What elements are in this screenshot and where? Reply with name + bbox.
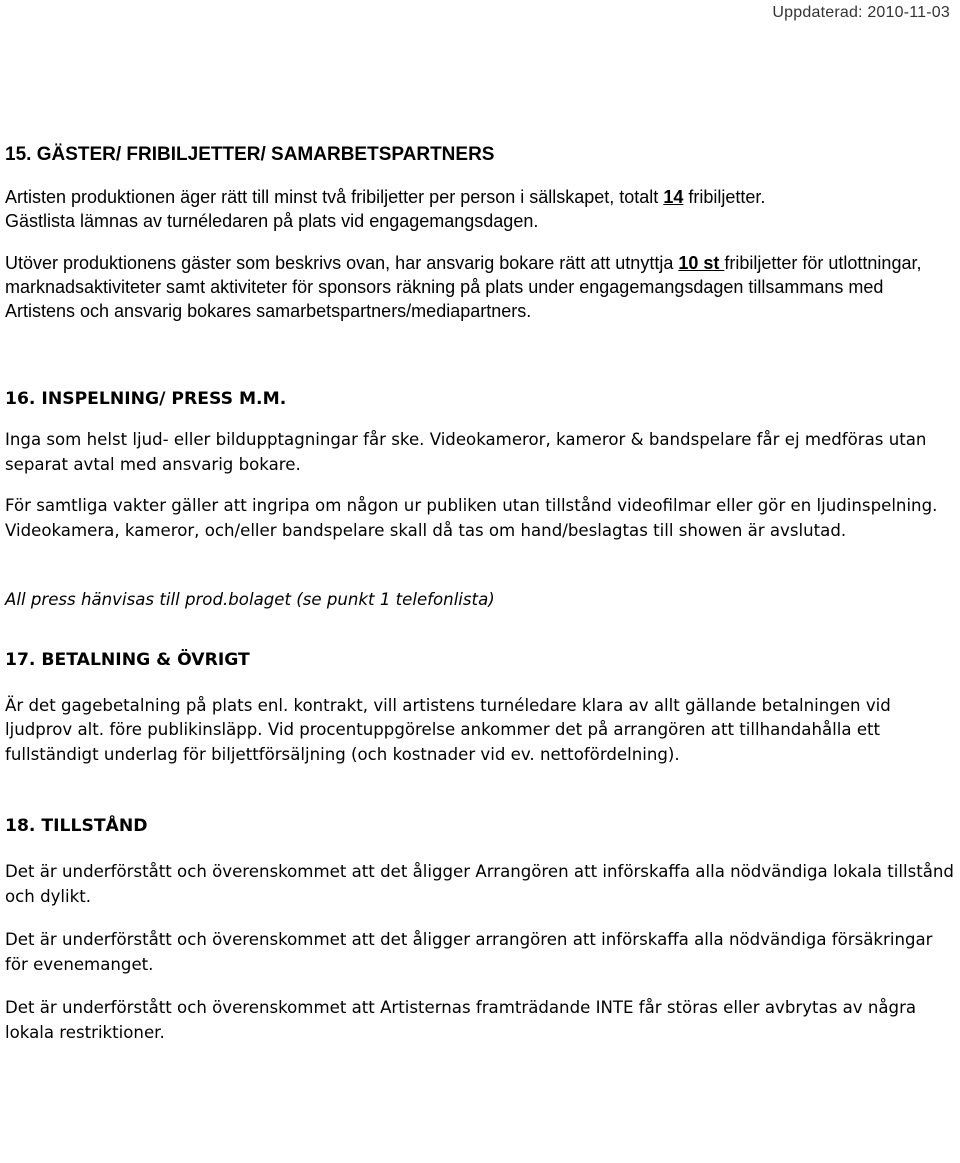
section-17-paragraph-1: Är det gagebetalning på plats enl. kontrakt, vill artistens turnéledare klara av allt gällande betalningen vid ljudprov alt. före publikinsläpp. Vid procentuppgörelse ankommer det på arrangören att tillhandahålla ett fullständigt underlag för biljettförsäljning (och kostnader vid ev. nettofördelning).	[5, 695, 891, 764]
fribiljetter-total-count: 14	[663, 187, 684, 207]
section-16-paragraph-2: För samtliga vakter gäller att ingripa om någon ur publiken utan tillstånd videofilmar eller gör en ljudinspelning. Videokamera, kameror, och/eller bandspelare skall då tas om hand/beslagtas till showen är avslutad.	[5, 496, 938, 540]
section-15-p1-text-b: fribiljetter.	[683, 187, 766, 207]
section-18-paragraph-2: Det är underförstått och överenskommet att det åligger arrangören att införskaffa alla nödvändiga försäkringar för evenemanget.	[5, 930, 933, 974]
section-15-p1-text-a: Artisten produktionen äger rätt till minst två fribiljetter per person i sällskapet, totalt	[5, 187, 664, 207]
section-16-press-note: All press hänvisas till prod.bolaget (se punkt 1 telefonlista)	[5, 590, 495, 609]
document-body	[5, 143, 955, 1045]
updated-date: Uppdaterad: 2010-11-03	[772, 4, 950, 21]
section-15-p1-line-2: Gästlista lämnas av turnéledaren på plats vid engagemangsdagen.	[5, 211, 539, 231]
section-15-paragraph-1	[5, 185, 955, 233]
section-18-paragraph-3: Det är underförstått och överenskommet att Artisternas framträdande INTE får störas eller avbrytas av några lokala restriktioner.	[5, 998, 917, 1042]
section-16-paragraph-1: Inga som helst ljud- eller bildupptagningar får ske. Videokameror, kameror & bandspelare får ej medföras utan separat avtal med ansvarig bokare.	[5, 430, 927, 474]
section-15-p2-text-b: fribiljetter för utlottningar, marknadsaktiviteter samt aktiviteter för sponsors räkning på plats under engagemangsdagen tillsammans med Artistens och ansvarig bokares samarbetspartners/mediapartners.	[5, 253, 922, 321]
section-15-heading: 15. GÄSTER/ FRIBILJETTER/ SAMARBETSPARTNERS	[5, 144, 495, 165]
section-16-heading: 16. INSPELNING/ PRESS M.M.	[5, 389, 287, 409]
section-15-p2-text-a: Utöver produktionens gäster som beskrivs ovan, har ansvarig bokare rätt att utnyttja	[5, 253, 679, 273]
section-17-heading: 17. BETALNING & ÖVRIGT	[5, 649, 250, 670]
bokare-ticket-count: 10 st	[678, 253, 725, 273]
section-18-paragraph-1: Det är underförstått och överenskommet att det åligger Arrangören att införskaffa alla nödvändiga lokala tillstånd och dylikt.	[5, 862, 954, 906]
section-18-heading: 18. TILLSTÅND	[5, 816, 148, 836]
section-15-paragraph-2	[5, 251, 955, 323]
